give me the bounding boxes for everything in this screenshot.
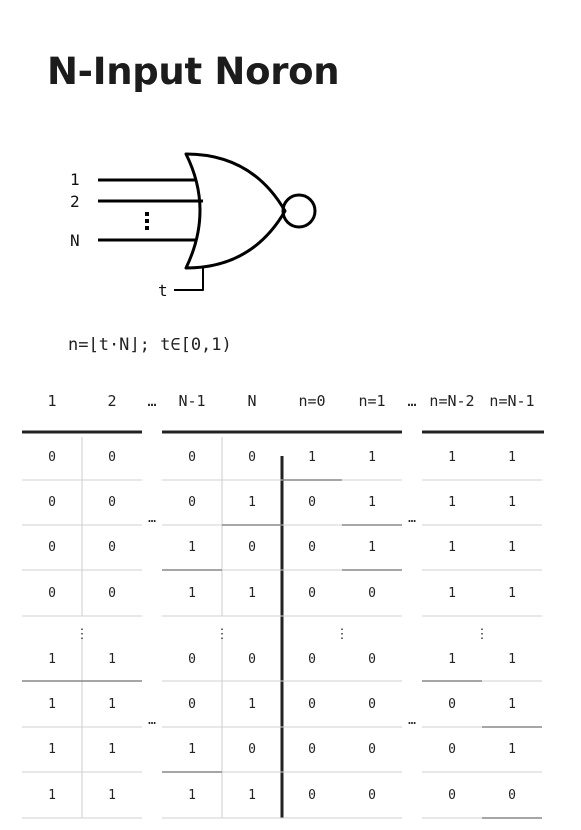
input-cell: 0 (248, 450, 256, 465)
output-cell: 1 (368, 450, 376, 465)
input-cell: 1 (108, 742, 116, 757)
output-cell: 0 (368, 586, 376, 601)
output-cell: 0 (448, 697, 456, 712)
output-cell: 1 (368, 540, 376, 555)
header-output-nN-1: n=N-1 (489, 392, 535, 410)
input-cell: 1 (248, 697, 256, 712)
input-label-1: 1 (70, 170, 80, 189)
input-cell: 1 (188, 742, 196, 757)
output-cell: 0 (308, 495, 316, 510)
header-input-gap: … (147, 392, 157, 410)
input-cell: 0 (48, 495, 56, 510)
input-cell: 0 (188, 450, 196, 465)
output-cell: 0 (448, 788, 456, 803)
header-output-nN-2: n=N-2 (429, 392, 475, 410)
header-input-n-1: N-1 (178, 392, 206, 410)
header-output-gap: … (407, 392, 417, 410)
output-cell: 1 (508, 697, 516, 712)
output-cell: 0 (368, 788, 376, 803)
header-input-2: 2 (107, 392, 117, 410)
output-cell: 1 (448, 652, 456, 667)
header-input-1: 1 (47, 392, 57, 410)
input-cell: 0 (48, 450, 56, 465)
output-cell: 1 (448, 586, 456, 601)
header-output-n0: n=0 (298, 392, 326, 410)
input-cell: 0 (48, 540, 56, 555)
row-gap-ellipsis-input-right: ⋮ (215, 627, 229, 642)
output-cell: 1 (508, 652, 516, 667)
input-cell: 1 (48, 788, 56, 803)
output-cell: 0 (308, 540, 316, 555)
input-cell: 1 (48, 652, 56, 667)
input-cell: 0 (108, 495, 116, 510)
input-cell: 1 (248, 495, 256, 510)
output-cell: 0 (448, 742, 456, 757)
input-cell: 0 (188, 652, 196, 667)
output-cell: 0 (368, 697, 376, 712)
input-cell: 1 (108, 652, 116, 667)
row-gap-ellipsis-output-left: ⋮ (335, 627, 349, 642)
output-cell: 0 (308, 697, 316, 712)
output-cell: 0 (368, 652, 376, 667)
output-cell: 0 (308, 652, 316, 667)
input-cell: 1 (108, 788, 116, 803)
input-cell: 1 (188, 540, 196, 555)
output-cell: 0 (308, 742, 316, 757)
output-cell: 0 (368, 742, 376, 757)
output-cell: 0 (308, 788, 316, 803)
input-cell: 1 (248, 586, 256, 601)
row-gap-ellipsis-output-right: ⋮ (475, 627, 489, 642)
output-cell: 1 (508, 450, 516, 465)
input-cell: 0 (108, 450, 116, 465)
output-cell: 1 (508, 540, 516, 555)
output-cell: 1 (448, 450, 456, 465)
header-output-n1: n=1 (358, 392, 386, 410)
input-cell: 0 (108, 586, 116, 601)
input-cell: 1 (248, 788, 256, 803)
output-cell: 1 (308, 450, 316, 465)
output-cell: 1 (508, 742, 516, 757)
page-title: N-Input Noron (47, 50, 340, 93)
input-label-n: N (70, 231, 80, 250)
input-label-2: 2 (70, 192, 80, 211)
header-input-n: N (247, 392, 257, 410)
input-cell: 0 (248, 652, 256, 667)
input-cell: 0 (188, 697, 196, 712)
input-cell: 0 (188, 495, 196, 510)
input-cell: 0 (248, 742, 256, 757)
input-gap-ellipsis-lower: … (148, 713, 156, 728)
output-cell: 1 (508, 495, 516, 510)
output-cell: 0 (308, 586, 316, 601)
row-gap-ellipsis-input-left: ⋮ (75, 627, 89, 642)
input-gap-ellipsis-upper: … (148, 511, 156, 526)
output-cell: 1 (448, 540, 456, 555)
output-cell: 1 (448, 495, 456, 510)
input-cell: 1 (48, 742, 56, 757)
threshold-formula: n=⌊t·N⌋; t∈[0,1) (68, 335, 232, 355)
output-gap-ellipsis-lower: … (408, 713, 416, 728)
input-cell: 1 (188, 788, 196, 803)
output-cell: 1 (368, 495, 376, 510)
output-gap-ellipsis-upper: … (408, 511, 416, 526)
input-cell: 1 (108, 697, 116, 712)
output-cell: 0 (508, 788, 516, 803)
input-cell: 0 (248, 540, 256, 555)
input-cell: 0 (48, 586, 56, 601)
threshold-label: t (158, 281, 168, 300)
input-cell: 1 (188, 586, 196, 601)
input-cell: 1 (48, 697, 56, 712)
output-cell: 1 (508, 586, 516, 601)
input-cell: 0 (108, 540, 116, 555)
